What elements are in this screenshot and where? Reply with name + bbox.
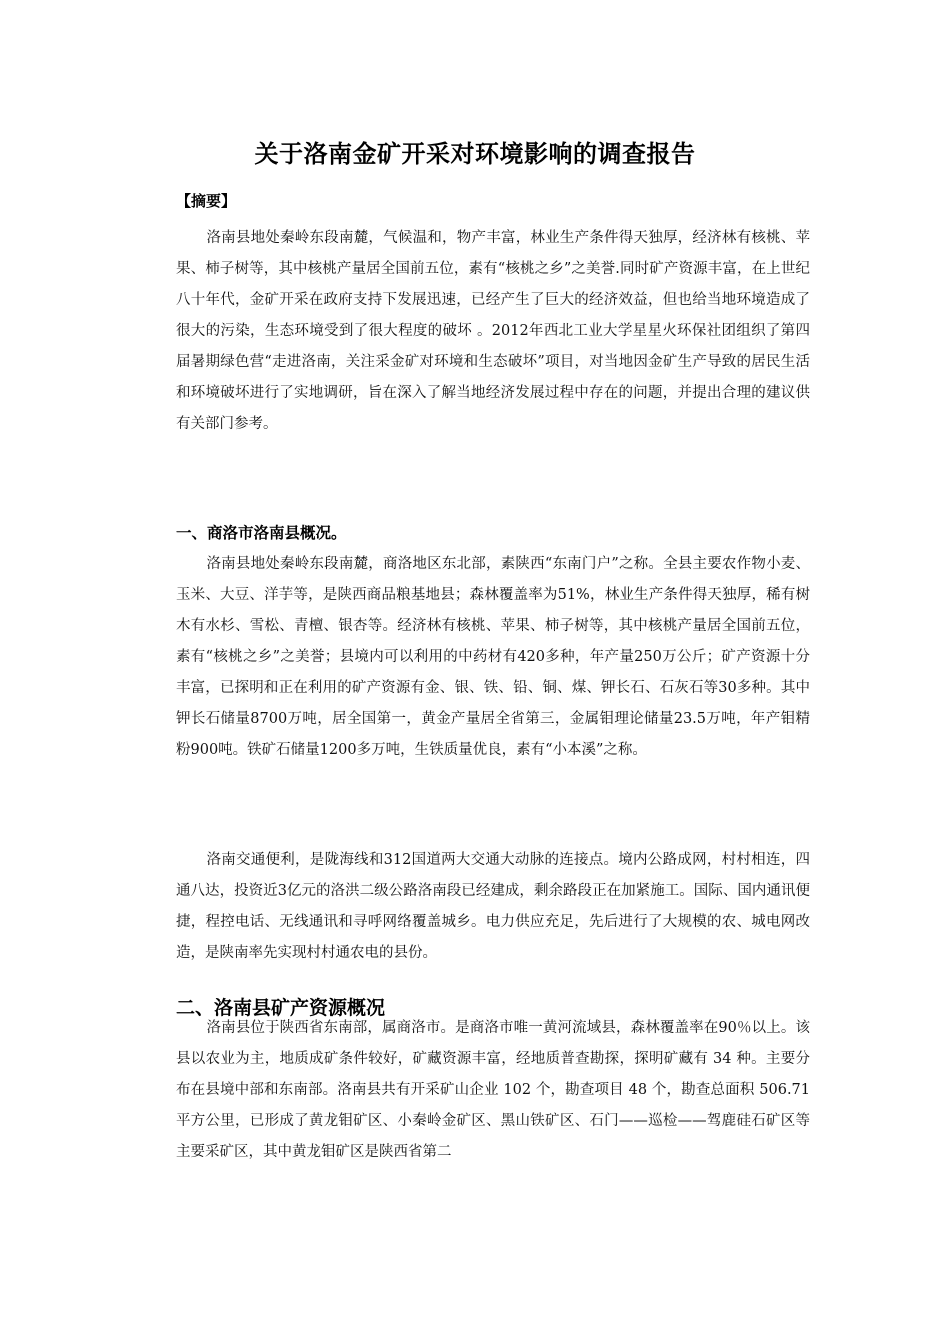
section-2-heading: 二、洛南县矿产资源概况 [176, 997, 386, 1019]
abstract-paragraph: 洛南县地处秦岭东段南麓，气候温和，物产丰富，林业生产条件得天独厚，经济林有核桃、苹果、柿子树等，其中核桃产量居全国前五位，素有“核桃之乡”之美誉.同时矿产资源丰富，在上世纪八十年代，金矿开采在政府支持下发展迅速，已经产生了巨大的经济效益，但也给当地环境造成了很大的污染，生态环境受到了很大程度的破坏 。2012年西北工业大学星星火环保社团组织了第四届暑期绿色营“走进洛南，关注采金矿对环境和生态破坏”项目，对当地因金矿生产导致的居民生活和环境破坏进行了实地调研，旨在深入了解当地经济发展过程中存在的问题，并提出合理的建议供有关部门参考。 [176, 230, 810, 432]
section-1-paragraph-1: 洛南县地处秦岭东段南麓，商洛地区东北部，素陕西“东南门户”之称。全县主要农作物小麦、玉米、大豆、洋芋等，是陕西商品粮基地县；森林覆盖率为51%，林业生产条件得天独厚，稀有树木有水杉、雪松、青檀、银杏等。经济林有核桃、苹果、柿子树等，其中核桃产量居全国前五位，素有“核桃之乡”之美誉；县境内可以利用的中药材有420多种，年产量250万公斤；矿产资源十分丰富，已探明和正在利用的矿产资源有金、银、铁、铅、铜、煤、钾长石、石灰石等30多种。其中钾长石储量8700万吨，居全国第一，黄金产量居全省第三，金属钼理论储量23.5万吨，年产钼精粉900吨。铁矿石储量1200多万吨，生铁质量优良，素有“小本溪”之称。 [176, 556, 810, 758]
section-2-paragraph-1: 洛南县位于陕西省东南部，属商洛市。是商洛市唯一黄河流域县，森林覆盖率在90％以上。该县以农业为主，地质成矿条件较好，矿藏资源丰富，经地质普查勘探，探明矿藏有 34 种。主要分布在县境中部和东南部。洛南县共有开采矿山企业 102 个，勘查项目 48 个，勘查总面积 506.71 平方公里，已形成了黄龙钼矿区、小秦岭金矿区、黑山铁矿区、石门——巡检——驾鹿硅石矿区等主要采矿区，其中黄龙钼矿区是陕西省第二 [176, 1020, 810, 1160]
section-1-paragraph-2: 洛南交通便利，是陇海线和312国道两大交通大动脉的连接点。境内公路成网，村村相连，四通八达，投资近3亿元的洛洪二级公路洛南段已经建成，剩余路段正在加紧施工。国际、国内通讯便捷，程控电话、无线通讯和寻呼网络覆盖城乡。电力供应充足，先后进行了大规模的农、城电网改造，是陕南率先实现村村通农电的县份。 [176, 852, 810, 961]
abstract-label: 【摘要】 [176, 192, 237, 210]
section-1-heading: 一、商洛市洛南县概况。 [176, 524, 347, 542]
document-title: 关于洛南金矿开采对环境影响的调查报告 [254, 140, 696, 168]
